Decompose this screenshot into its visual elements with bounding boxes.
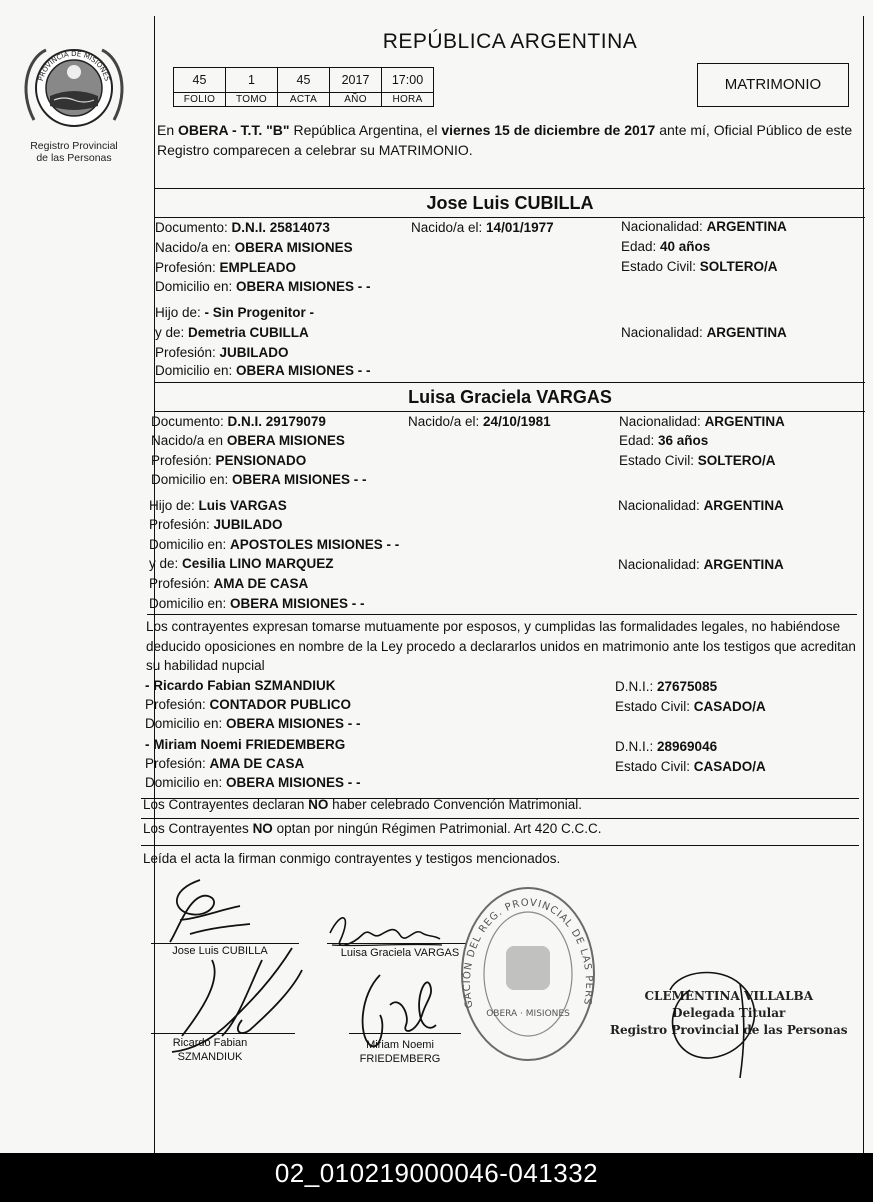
round-stamp-inner-text: OBERA · MISIONES — [486, 1009, 570, 1019]
spouse2-parent1-address: Domicilio en: APOSTOLES MISIONES - - — [149, 537, 400, 552]
tomo-label: TOMO — [226, 93, 278, 107]
seal-text: PROVINCIA DE MISIONES — [36, 49, 112, 82]
divider — [147, 614, 857, 615]
round-stamp-outer-text: DELEGACION DEL REG. PROVINCIAL DE LAS PERSONAS — [453, 876, 595, 1010]
spouse1-parent2-nationality: Nacionalidad: ARGENTINA — [621, 325, 787, 340]
divider — [155, 217, 865, 218]
spouse2-parent1-nationality: Nacionalidad: ARGENTINA — [618, 498, 784, 513]
spouse2-birthdate: Nacido/a el: 24/10/1981 — [408, 414, 551, 429]
tomo-value: 1 — [226, 68, 278, 93]
record-index-grid — [173, 67, 434, 107]
spouse1-civil-status: Estado Civil: SOLTERO/A — [621, 259, 778, 274]
signature-official-icon — [640, 950, 780, 1080]
divider — [141, 818, 859, 819]
spouse1-birthdate: Nacido/a el: 14/01/1977 — [411, 220, 554, 235]
folio-value: 45 — [174, 68, 226, 93]
registry-logo — [14, 40, 134, 170]
document-id-footer: 02_010219000046-041332 — [0, 1153, 873, 1202]
spouse1-parent2-address: Domicilio en: OBERA MISIONES - - — [155, 363, 371, 378]
official-office: Registro Provincial de las Personas — [610, 1023, 848, 1037]
witness1-civil-status: Estado Civil: CASADO/A — [615, 699, 766, 714]
spouse2-parent2-profession: Profesión: AMA DE CASA — [149, 576, 309, 591]
acta-value: 45 — [278, 68, 330, 93]
spouse2-age: Edad: 36 años — [619, 433, 709, 448]
hour-value: 17:00 — [382, 68, 434, 93]
convention-statement: Los Contrayentes declaran NO haber celebrado Convención Matrimonial. — [143, 797, 582, 812]
signature-witness2-icon — [350, 965, 445, 1060]
witness2-civil-status: Estado Civil: CASADO/A — [615, 759, 766, 774]
spouse1-profession: Profesión: EMPLEADO — [155, 260, 297, 275]
spouse1-birthplace: Nacido/a en: OBERA MISIONES — [155, 240, 353, 255]
witness2-name: - Miriam Noemi FRIEDEMBERG — [145, 737, 346, 752]
spouse2-civil-status: Estado Civil: SOLTERO/A — [619, 453, 776, 468]
spouse1-name: Jose Luis CUBILLA — [426, 193, 594, 213]
spouse2-birthplace: Nacido/a en OBERA MISIONES — [151, 433, 345, 448]
signature-caption-witness2-line2: FRIEDEMBERG — [359, 1053, 441, 1065]
signature-caption-spouse1: Jose Luis CUBILLA — [172, 945, 268, 957]
spouse1-parent1: Hijo de: - Sin Progenitor - — [155, 305, 315, 320]
intro-date: viernes 15 de diciembre de 2017 — [441, 122, 656, 138]
declaration-paragraph: Los contrayentes expresan tomarse mutuamente por esposos, y cumplidas las formalidades legales, no habiéndose deducido oposiciones en nombre de la Ley procedo a declararlos unidos en matrimonio ante los testigos que acreditan su habilidad nupcial — [146, 619, 856, 673]
signature-caption-witness2-line1: Miriam Noemi — [366, 1039, 434, 1051]
witness2-address: Domicilio en: OBERA MISIONES - - — [145, 775, 361, 790]
divider — [141, 845, 859, 846]
spouse2-name: Luisa Graciela VARGAS — [408, 387, 612, 407]
spouse2-document: Documento: D.N.I. 29179079 — [151, 414, 326, 429]
witness1-dni: D.N.I.: 27675085 — [615, 679, 718, 694]
witness2-profession: Profesión: AMA DE CASA — [145, 756, 305, 771]
page-title: REPÚBLICA ARGENTINA — [382, 30, 638, 53]
witness1-name: - Ricardo Fabian SZMANDIUK — [145, 678, 336, 693]
provincial-seal-icon — [24, 40, 124, 135]
witness1-profession: Profesión: CONTADOR PUBLICO — [145, 697, 352, 712]
spouse1-parent2-profession: Profesión: JUBILADO — [155, 345, 289, 360]
spouse1-parent2: y de: Demetria CUBILLA — [155, 325, 309, 340]
official-role: Delegada Titular — [672, 1006, 786, 1020]
year-label: AÑO — [330, 93, 382, 107]
signature-caption-spouse2: Luisa Graciela VARGAS — [340, 947, 460, 959]
logo-caption-line2: de las Personas — [36, 152, 112, 164]
spouse2-profession: Profesión: PENSIONADO — [151, 453, 307, 468]
official-name: CLEMENTINA VILLALBA — [644, 989, 814, 1003]
spouse1-age: Edad: 40 años — [621, 239, 711, 254]
record-type-box: MATRIMONIO — [697, 63, 849, 107]
folio-label: FOLIO — [174, 93, 226, 107]
spouse2-parent2-address: Domicilio en: OBERA MISIONES - - — [149, 596, 365, 611]
divider — [155, 188, 865, 189]
spouse1-nationality: Nacionalidad: ARGENTINA — [621, 219, 787, 234]
closing-statement: Leída el acta la firman conmigo contrayentes y testigos mencionados. — [143, 851, 561, 866]
signature-caption-witness1-line2: SZMANDIUK — [177, 1051, 243, 1063]
signature-spouse1-icon — [160, 870, 270, 950]
divider — [155, 382, 865, 383]
witness1-address: Domicilio en: OBERA MISIONES - - — [145, 716, 361, 731]
spouse2-parent1-profession: Profesión: JUBILADO — [149, 517, 283, 532]
signature-witness1-icon — [152, 940, 322, 1060]
hour-label: HORA — [382, 93, 434, 107]
round-stamp-icon — [453, 876, 598, 1064]
divider — [155, 411, 865, 412]
intro-paragraph: En OBERA - T.T. "B" República Argentina, el viernes 15 de diciembre de 2017 ante mí, Oficial Público de este Registro comparecen a celebrar su MATRIMONIO. — [157, 122, 853, 158]
spouse2-parent2: y de: Cesilia LINO MARQUEZ — [149, 556, 334, 571]
regime-statement: Los Contrayentes NO optan por ningún Régimen Patrimonial. Art 420 C.C.C. — [143, 821, 602, 836]
spouse2-parent2-nationality: Nacionalidad: ARGENTINA — [618, 557, 784, 572]
intro-place: OBERA - T.T. "B" — [178, 122, 290, 138]
spouse2-address: Domicilio en: OBERA MISIONES - - — [151, 472, 367, 487]
witness2-dni: D.N.I.: 28969046 — [615, 739, 718, 754]
signature-spouse2-icon — [322, 905, 452, 955]
spouse1-document: Documento: D.N.I. 25814073 — [155, 220, 330, 235]
spouse2-nationality: Nacionalidad: ARGENTINA — [619, 414, 785, 429]
spouse1-address: Domicilio en: OBERA MISIONES - - — [155, 279, 371, 294]
logo-caption-line1: Registro Provincial — [30, 140, 118, 152]
signature-caption-witness1-line1: Ricardo Fabian — [172, 1037, 248, 1049]
acta-label: ACTA — [278, 93, 330, 107]
year-value: 2017 — [330, 68, 382, 93]
spouse2-parent1: Hijo de: Luis VARGAS — [149, 498, 287, 513]
